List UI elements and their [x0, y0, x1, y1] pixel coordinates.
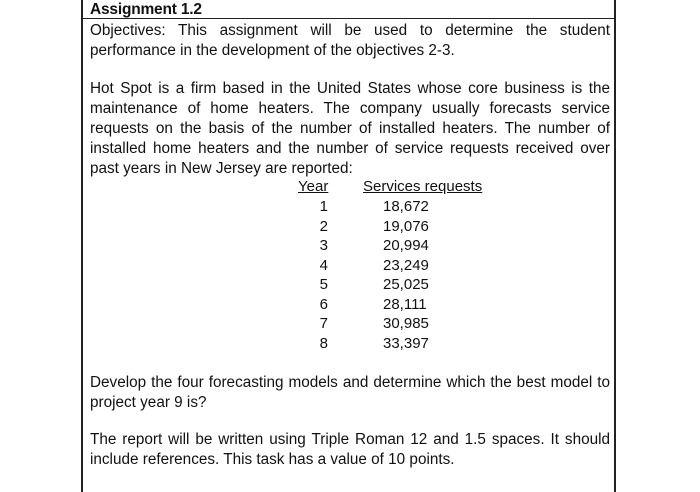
assignment-title: Assignment 1.2: [90, 1, 202, 18]
year-cell: 6: [319, 295, 328, 313]
develop-paragraph: Develop the four forecasting models and determine which the best model to project year 9 is?: [90, 374, 610, 411]
report-paragraph: The report will be written using Triple Roman 12 and 1.5 spaces. It should include references. This task has a value of 10 points.: [90, 431, 610, 468]
year-cell: 5: [319, 276, 328, 293]
year-cell: 1: [319, 198, 328, 215]
assignment-box: [81, 0, 616, 492]
objectives-paragraph: Objectives: This assignment will be used to determine the student performance in the development of the objectives 2-3.: [90, 22, 610, 59]
requests-cell: 23,249: [383, 256, 429, 274]
requests-column: [383, 197, 429, 353]
requests-cell: 30,985: [383, 315, 429, 332]
year-cell: 4: [319, 256, 328, 274]
intro-paragraph: Hot Spot is a firm based in the United States whose core business is the maintenance of home heaters. The company usually forecasts service requests on the basis of the number of installed heaters. The number of installed home heaters and the number of service requests received over past years in New Jersey are reported:: [90, 80, 610, 177]
requests-cell: 18,672: [383, 198, 429, 215]
year-column: [298, 197, 328, 353]
year-cell: 7: [319, 315, 328, 332]
requests-cell: 33,397: [383, 334, 429, 352]
title-row: [83, 0, 614, 19]
requests-cell: 28,111: [383, 295, 427, 313]
requests-cell: 19,076: [383, 217, 429, 235]
year-column-header: Year: [298, 178, 329, 195]
year-cell: 2: [319, 217, 328, 235]
requests-cell: 20,994: [383, 237, 429, 254]
requests-column-header: Services requests: [363, 178, 483, 195]
year-cell: 3: [319, 237, 328, 254]
requests-cell: 25,025: [383, 276, 429, 293]
year-cell: 8: [319, 334, 328, 352]
